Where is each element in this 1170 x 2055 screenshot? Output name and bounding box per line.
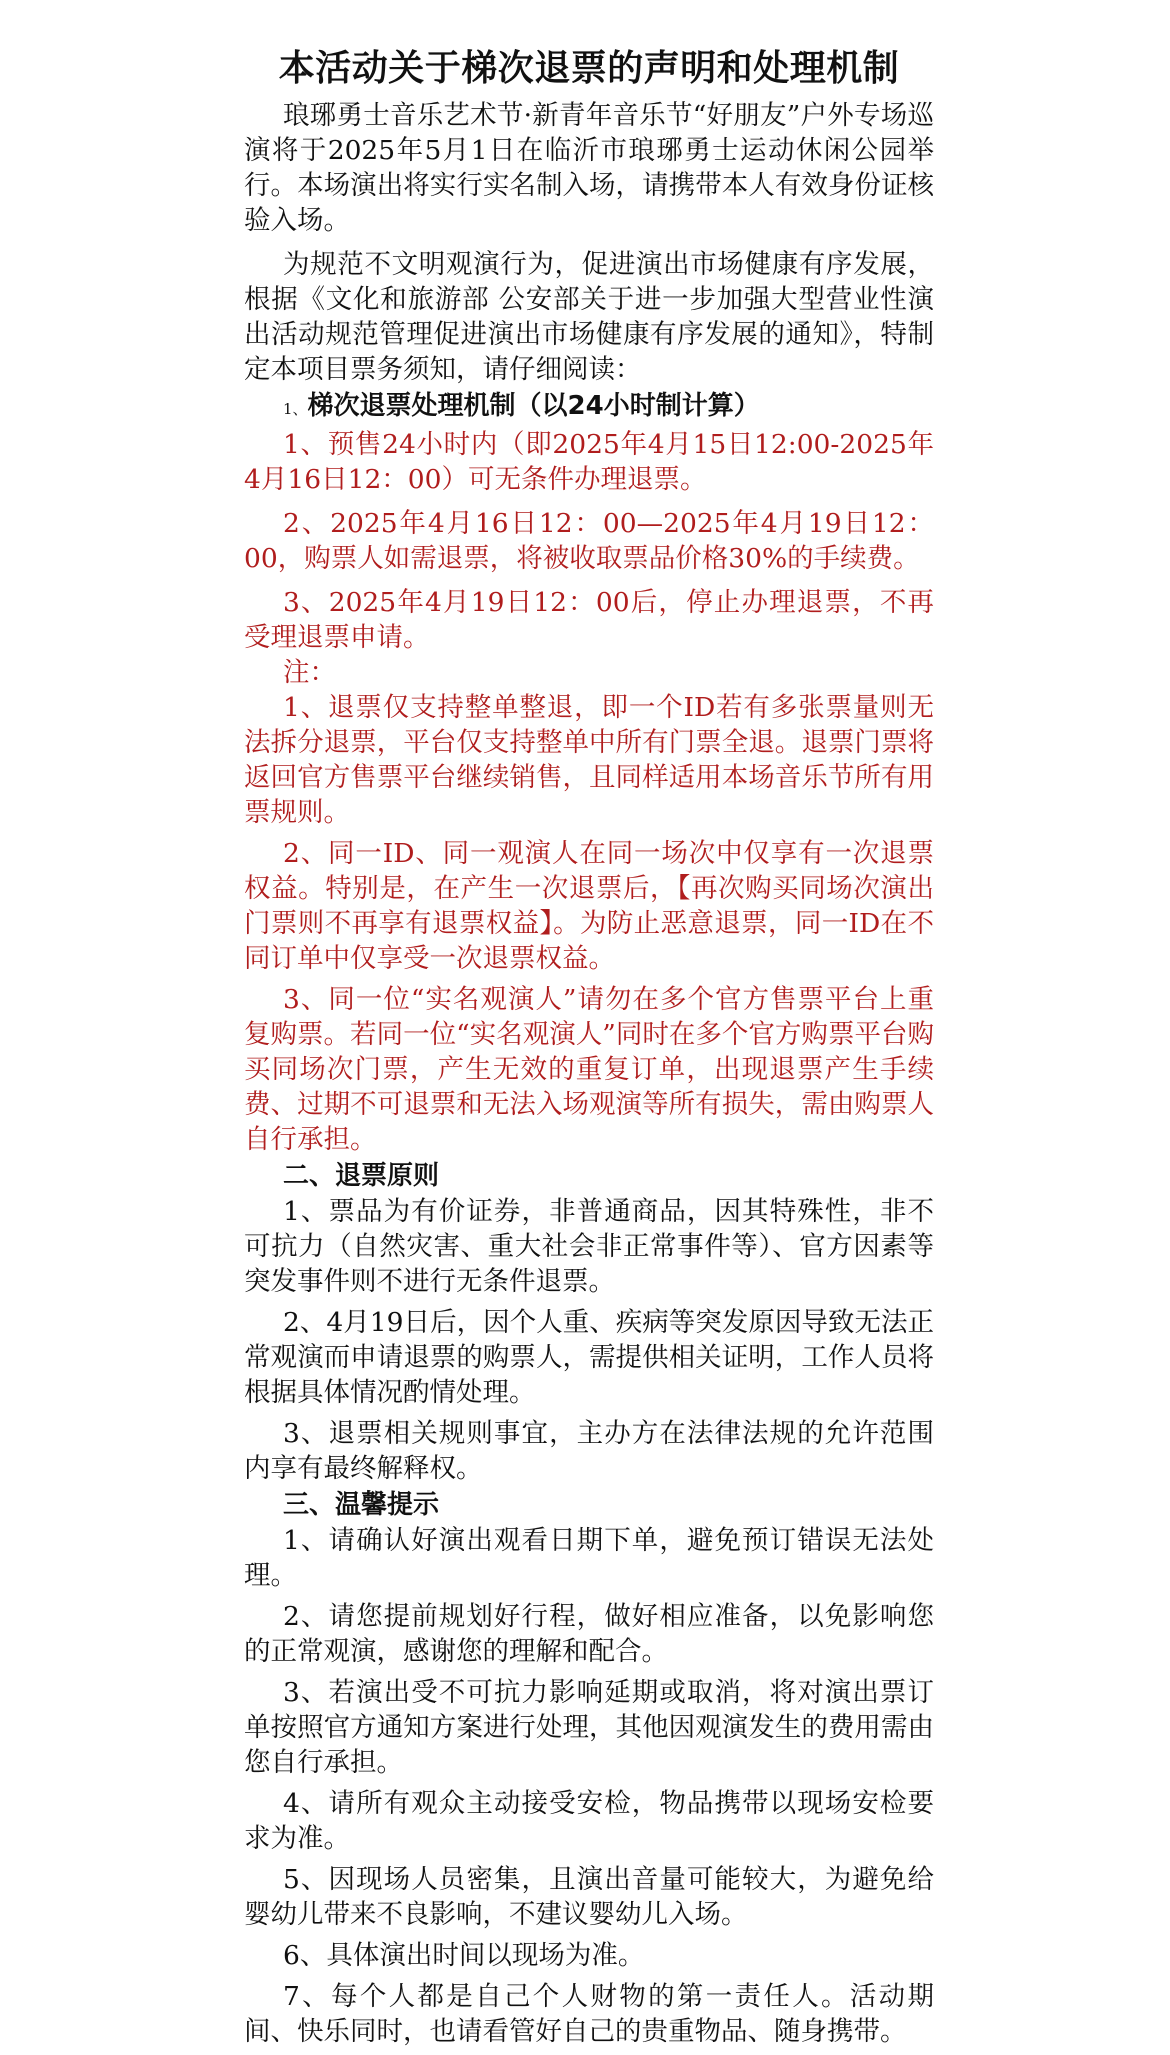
tip-1: 1、请确认好演出观看日期下单，避免预订错误无法处理。 (244, 1525, 934, 1591)
intro-paragraph-2: 为规范不文明观演行为，促进演出市场健康有序发展，根据《文化和旅游部 公安部关于进一步加强大型营业性演出活动规范管理促进演出市场健康有序发展的通知》，特制定本项目票务须知，请仔细阅读： (244, 249, 934, 385)
section1-heading (244, 389, 934, 427)
refund-rule-2: 2、2025年4月16日12：00—2025年4月19日12：00，购票人如需退票，将被收取票品价格30%的手续费。 (244, 508, 934, 574)
note-3: 3、同一位“实名观演人”请勿在多个官方售票平台上重复购票。若同一位“实名观演人”同时在多个官方购票平台购买同场次门票，产生无效的重复订单，出现退票产生手续费、过期不可退票和无法入场观演等所有损失，需由购票人自行承担。 (244, 984, 934, 1155)
tip-4: 4、请所有观众主动接受安检，物品携带以现场安检要求为准。 (244, 1788, 934, 1854)
intro-paragraph-1: 琅琊勇士音乐艺术节·新青年音乐节“好朋友”户外专场巡演将于2025年5月1日在临沂市琅琊勇士运动休闲公园举行。本场演出将实行实名制入场，请携带本人有效身份证核验入场。 (244, 100, 934, 236)
note-label: 注： (283, 657, 336, 688)
tip-2: 2、请您提前规划好行程，做好相应准备，以免影响您的正常观演，感谢您的理解和配合。 (244, 1601, 934, 1667)
note-1: 1、退票仅支持整单整退，即一个ID若有多张票量则无法拆分退票，平台仅支持整单中所有门票全退。退票门票将返回官方售票平台继续销售，且同样适用本场音乐节所有用票规则。 (244, 692, 934, 828)
section1-number: 1、 (283, 400, 308, 418)
tip-5: 5、因现场人员密集，且演出音量可能较大，为避免给婴幼儿带来不良影响，不建议婴幼儿入场。 (244, 1864, 934, 1930)
tip-6: 6、具体演出时间以现场为准。 (283, 1940, 645, 1971)
section3-heading: 三、温馨提示 (283, 1490, 440, 1520)
refund-rule-1: 1、预售24小时内（即2025年4月15日12:00-2025年4月16日12：00）可无条件办理退票。 (244, 429, 934, 495)
section1-title: 梯次退票处理机制（以24小时制计算） (307, 391, 760, 421)
refund-rule-3: 3、2025年4月19日12：00后，停止办理退票，不再受理退票申请。 (244, 587, 934, 653)
refund-principle-2: 2、4月19日后，因个人重、疾病等突发原因导致无法正常观演而申请退票的购票人，需提供相关证明，工作人员将根据具体情况酌情处理。 (244, 1307, 934, 1408)
notice-document (244, 44, 934, 2049)
note-2: 2、同一ID、同一观演人在同一场次中仅享有一次退票权益。特别是，在产生一次退票后，【再次购买同场次演出门票则不再享有退票权益】。为防止恶意退票，同一ID在不同订单中仅享受一次退票权益。 (244, 838, 934, 974)
document-title: 本活动关于梯次退票的声明和处理机制 (278, 48, 900, 89)
tip-7: 7、每个人都是自己个人财物的第一责任人。活动期间、快乐同时，也请看管好自己的贵重物品、随身携带。 (244, 1981, 934, 2047)
tip-3: 3、若演出受不可抗力影响延期或取消，将对演出票订单按照官方通知方案进行处理，其他因观演发生的费用需由您自行承担。 (244, 1677, 934, 1778)
section2-heading: 二、退票原则 (283, 1161, 440, 1191)
refund-principle-3: 3、退票相关规则事宜，主办方在法律法规的允许范围内享有最终解释权。 (244, 1418, 934, 1484)
refund-principle-1: 1、票品为有价证券，非普通商品，因其特殊性，非不可抗力（自然灾害、重大社会非正常事件等）、官方因素等突发事件则不进行无条件退票。 (244, 1196, 934, 1297)
